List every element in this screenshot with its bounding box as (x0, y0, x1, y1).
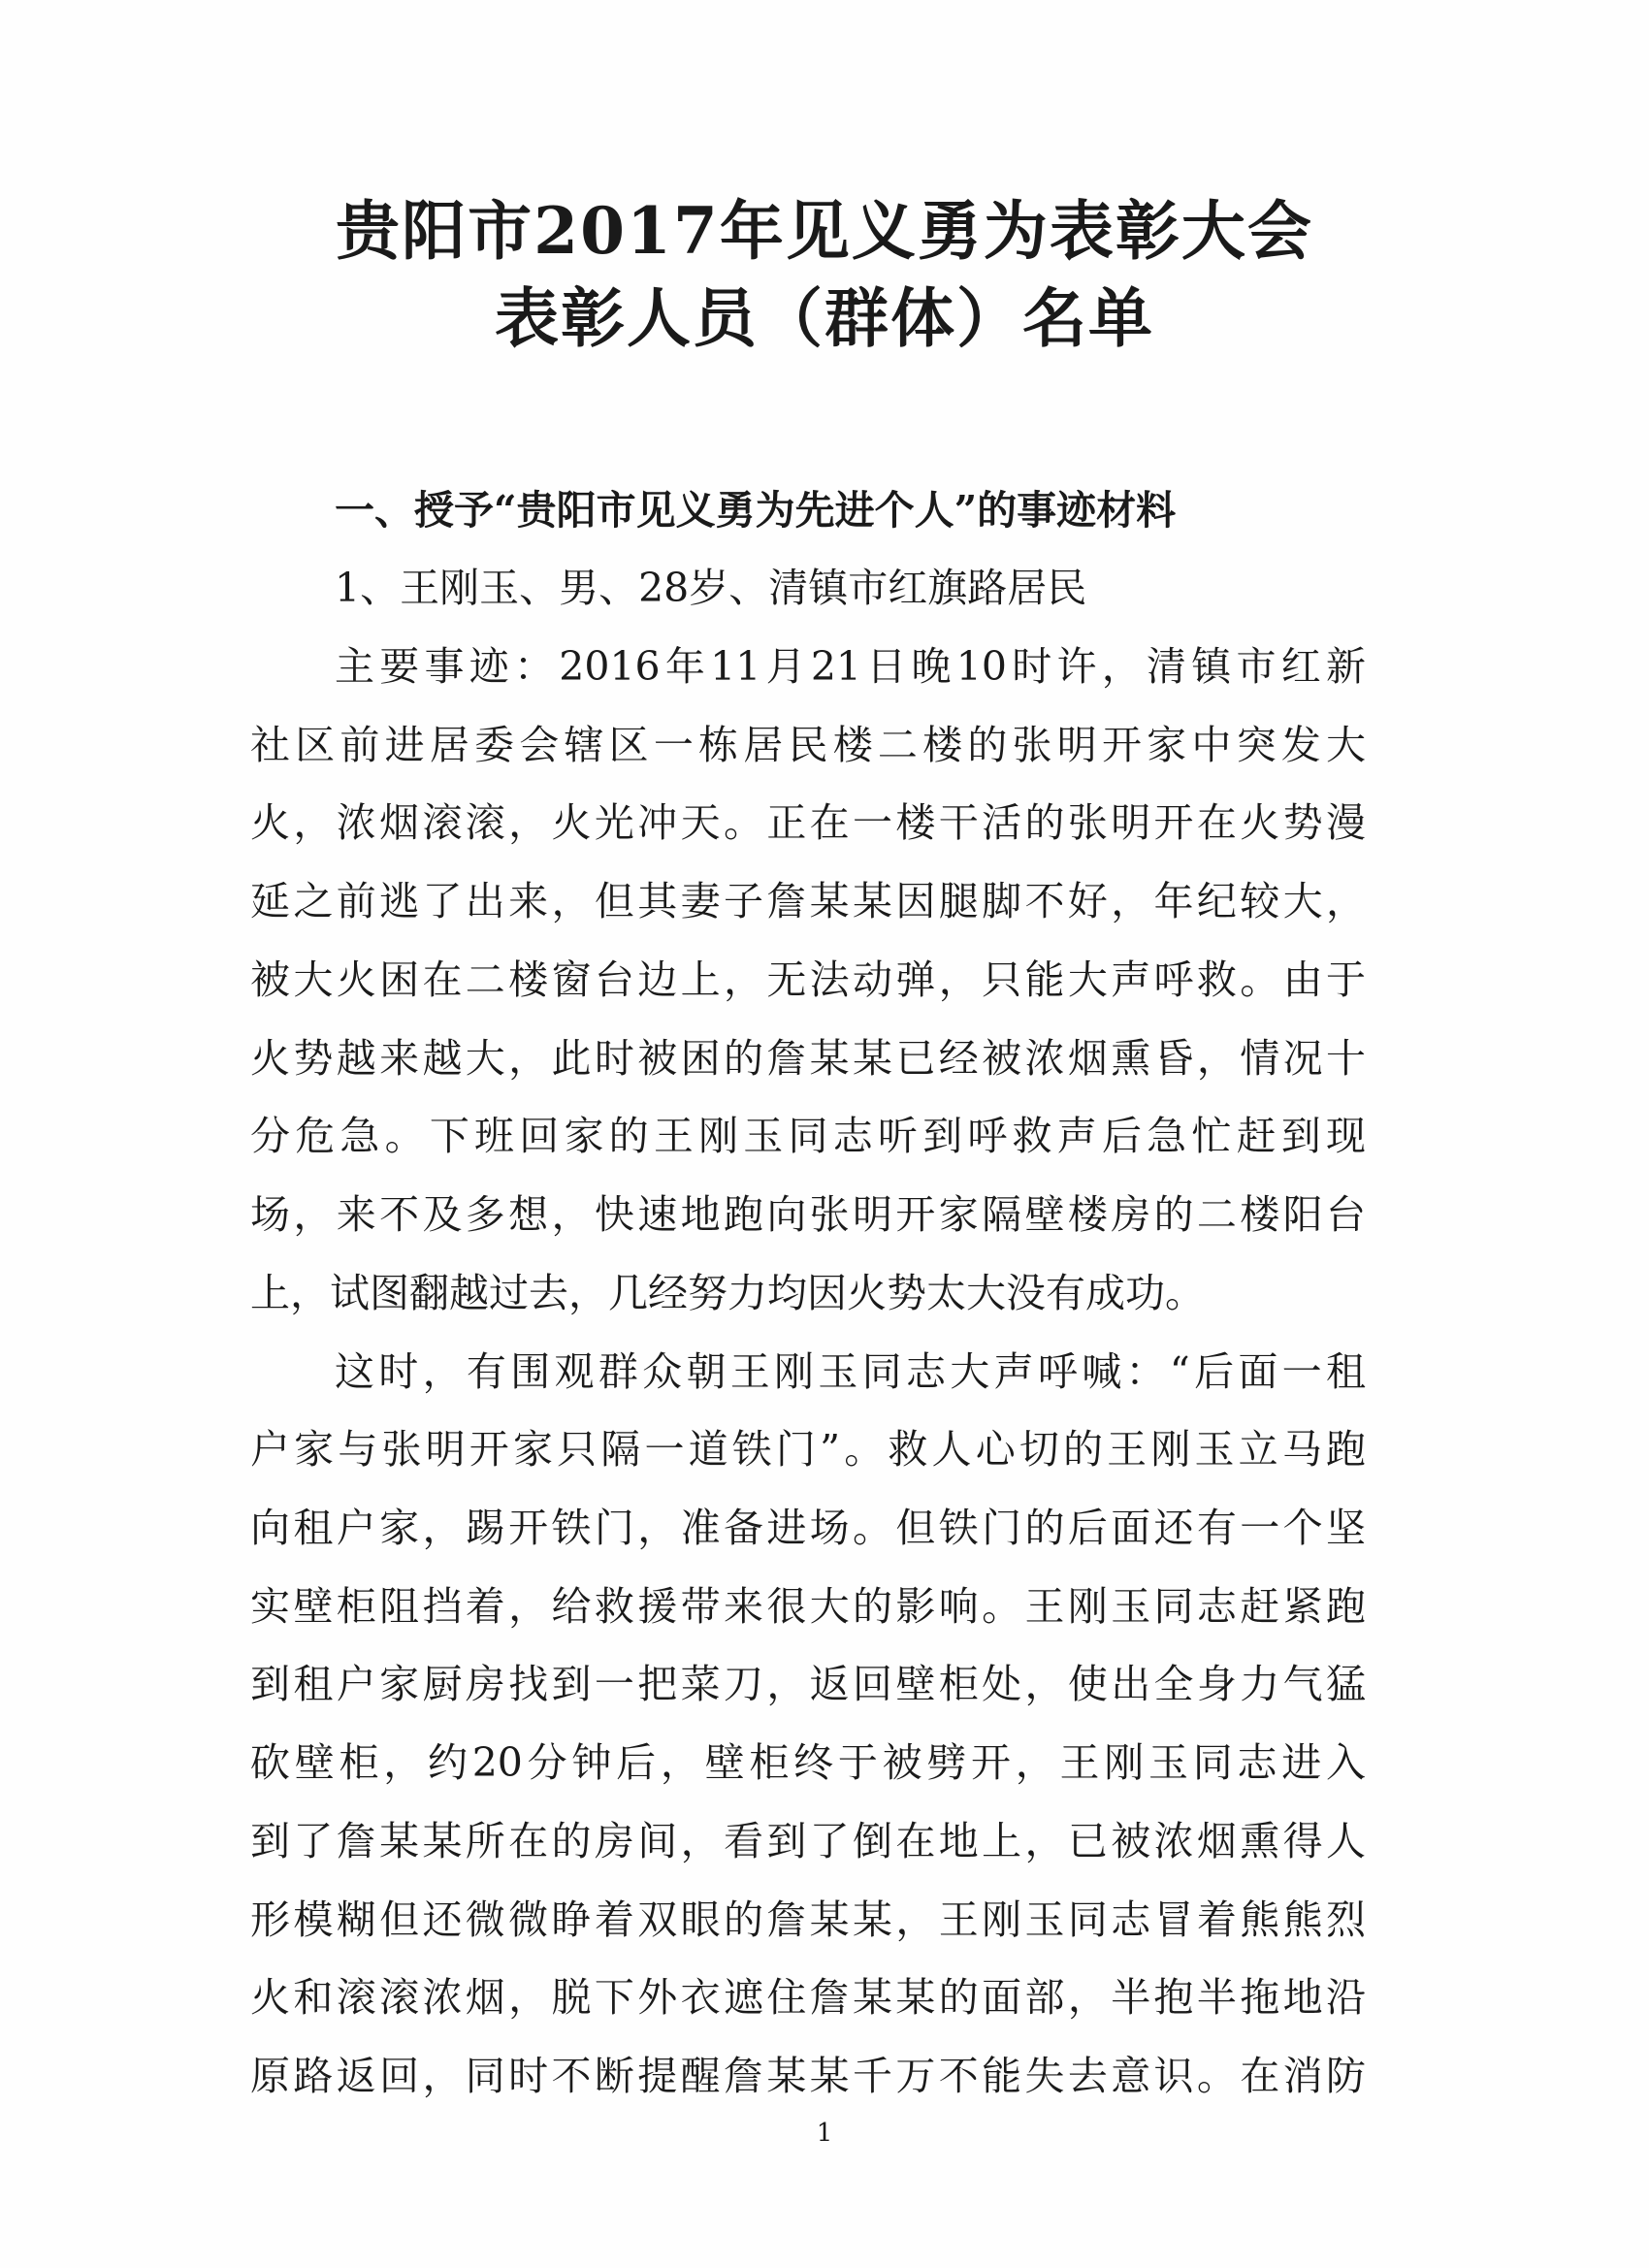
body-line: 这时，有围观群众朝王刚玉同志大声呼喊：“后面一租 (335, 1348, 1366, 1395)
body-line: 实壁柜阻挡着，给救援带来很大的影响。王刚玉同志赶紧跑 (250, 1583, 1366, 1630)
document-title-line-1: 贵阳市2017年见义勇为表彰大会 (336, 193, 1313, 269)
body-line: 社区前进居委会辖区一栋居民楼二楼的张明开家中突发大 (250, 722, 1366, 768)
section-heading: 一、授予“贵阳市见义勇为先进个人”的事迹材料 (335, 487, 1177, 534)
body-line: 延之前逃了出来，但其妻子詹某某因腿脚不好，年纪较大， (250, 878, 1366, 924)
body-line: 场，来不及多想，快速地跑向张明开家隔壁楼房的二楼阳台 (250, 1191, 1366, 1238)
body-line: 到了詹某某所在的房间，看到了倒在地上，已被浓烟熏得人 (250, 1818, 1366, 1864)
body-line: 上，试图翻越过去，几经努力均因火势太大没有成功。 (250, 1270, 1205, 1316)
body-line: 砍壁柜，约20分钟后，壁柜终于被劈开，王刚玉同志进入 (250, 1739, 1366, 1786)
body-line: 火势越来越大，此时被困的詹某某已经被浓烟熏昏，情况十 (250, 1035, 1366, 1082)
body-line: 火，浓烟滚滚，火光冲天。正在一楼干活的张明开在火势漫 (250, 799, 1366, 846)
page-number: 1 (816, 2119, 833, 2148)
entry-header: 1、王刚玉、男、28岁、清镇市红旗路居民 (335, 565, 1087, 611)
body-line: 原路返回，同时不断提醒詹某某千万不能失去意识。在消防 (250, 2053, 1366, 2099)
body-line: 到租户家厨房找到一把菜刀，返回壁柜处，使出全身力气猛 (250, 1661, 1366, 1707)
document-title-line-2: 表彰人员（群体）名单 (495, 280, 1154, 356)
body-line: 形模糊但还微微睁着双眼的詹某某，王刚玉同志冒着熊熊烈 (250, 1896, 1366, 1943)
body-line: 户家与张明开家只隔一道铁门”。救人心切的王刚玉立马跑 (250, 1426, 1366, 1473)
body-line: 被大火困在二楼窗台边上，无法动弹，只能大声呼救。由于 (250, 956, 1366, 1003)
body-line: 火和滚滚浓烟，脱下外衣遮住詹某某的面部，半抱半拖地沿 (250, 1974, 1366, 2021)
body-line: 主要事迹：2016年11月21日晚10时许，清镇市红新 (335, 643, 1366, 690)
body-line: 分危急。下班回家的王刚玉同志听到呼救声后急忙赶到现 (250, 1113, 1366, 1159)
body-line: 向租户家，踢开铁门，准备进场。但铁门的后面还有一个坚 (250, 1505, 1366, 1551)
